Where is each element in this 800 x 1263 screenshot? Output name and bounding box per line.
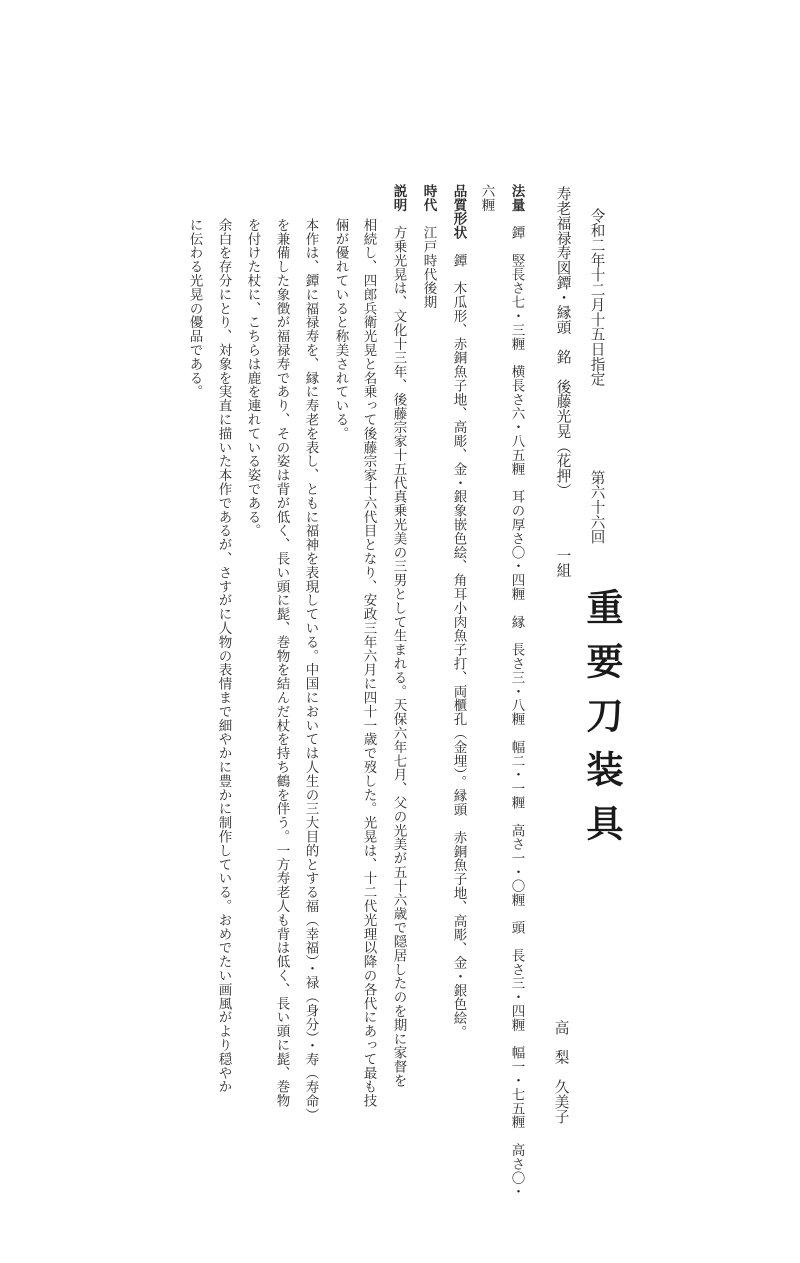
description-line-7: 余白を存分にとり、対象を実直に描いた本作であるが、さすがに人物の表情まで細やかに豊かに制作している。おめでたい画風がより穏やか	[215, 218, 232, 1094]
period-line	[421, 184, 435, 309]
description-line-8: に伝わる光晃の優品である。	[186, 218, 203, 399]
period-text: 江戸時代後期	[420, 225, 437, 310]
description-line-5: を兼備した象徴が福禄寿であり、その姿は背が低く、長い頭に髭、巻物を結んだ杖を持ち鶴を伴う。一方寿老人も背は低く、長い頭に髭、巻物	[273, 218, 290, 1108]
item-count: 一組	[554, 548, 572, 578]
description-line-1	[391, 184, 405, 1088]
quality-text: 鐔 木瓜形、赤銅魚子地、高彫、金・銀象嵌色絵、角耳小肉魚子打、両櫃孔（金埋）。縁頭 赤銅魚子地、高彫、金・銀色絵。	[450, 253, 467, 1040]
measurements-text: 鐔 竪長さ七・三糎 横長さ六・八五糎 耳の厚さ〇・四糎 縁 長さ三・八糎 幅二・一糎 高さ一・〇糎 頭 長さ三・四糎 幅一・七五糎 高さ〇・	[508, 225, 525, 1199]
measurements-label: 法量	[508, 184, 525, 212]
designation-date: 令和二年十二月十五日指定	[588, 208, 606, 387]
quality-line	[451, 184, 465, 1039]
description-line-6: を付けた杖に、こちらは鹿を連れている姿である。	[244, 218, 261, 538]
measurements-line-1	[509, 184, 523, 1199]
description-line-3: 倆が優れていると称美されている。	[332, 218, 349, 441]
session-number: 第六十六回	[588, 470, 606, 545]
description-text-1: 方乗光晃は、文化十三年、後藤宗家十五代真乗光美の三男として生まれる。天保六年七月、父の光美が五十六歳で隠居したのを期に家督を	[390, 225, 407, 1088]
description-line-4: 本作は、鐔に福禄寿を、縁に寿老を表し、ともに福神を表現している。中国においては人生の三大目的とする福（幸福）・禄（身分）・寿（寿命）	[302, 218, 319, 1122]
author-name: 高 梨 久美子	[552, 1020, 570, 1124]
description-line-2: 相続し、四郎兵衛光晃と名乗って後藤宗家十六代目となり、安政三年六月に四十一歳で歿した。光晃は、十二代光理以降の各代にあって最も技	[360, 218, 377, 1108]
page-title: 重要刀装具	[580, 588, 624, 858]
period-label: 時代	[420, 184, 437, 212]
description-label: 説明	[390, 184, 407, 212]
quality-label: 品質形状	[450, 184, 467, 240]
item-name: 寿老福禄寿図鐔・縁頭 銘 後藤光晃（花押）	[554, 186, 572, 498]
measurements-line-2: 六糎	[478, 184, 495, 212]
